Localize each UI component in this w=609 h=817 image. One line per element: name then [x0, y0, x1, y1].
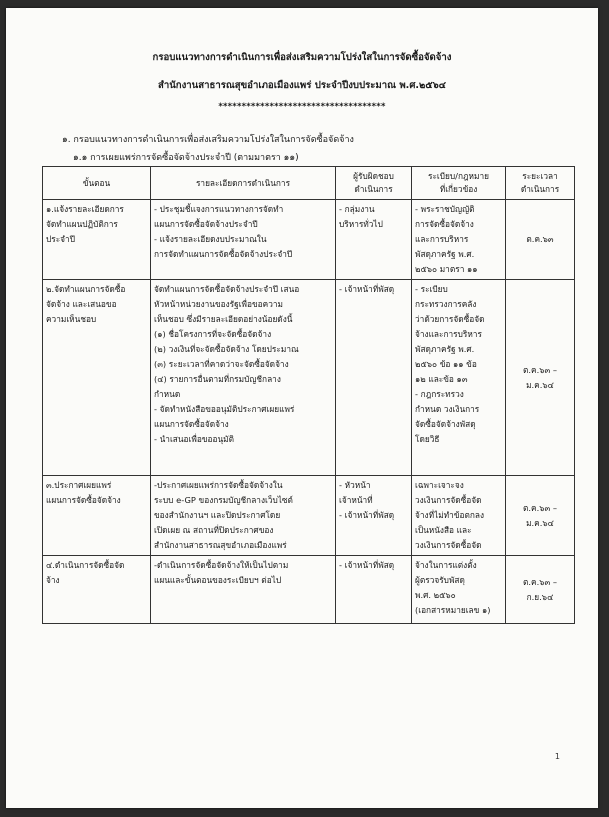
cell-text-line: -ดำเนินการจัดซื้อจัดจ้างให้เป็นไปตาม	[154, 560, 289, 570]
cell-text-line: วงเงินการจัดซื้อจัด	[415, 495, 482, 505]
table-header-row	[43, 167, 575, 200]
cell-step	[43, 280, 151, 476]
column-header-detail	[151, 167, 336, 200]
cell-responsible	[336, 200, 412, 280]
cell-text-line: พัสดุภาครัฐ พ.ศ.	[415, 249, 475, 259]
cell-text-line: (๓) ระยะเวลาที่คาดว่าจะจัดซื้อจัดจ้าง	[154, 359, 289, 369]
cell-text-line: (เอกสารหมายเลข ๑)	[415, 605, 491, 615]
cell-text-line: ม.ค.๖๔	[526, 517, 554, 528]
cell-detail	[151, 556, 336, 624]
cell-text-line: วงเงินการจัดซื้อจัด	[415, 540, 482, 550]
cell-text-line: จัดทำแผนการจัดซื้อจัดจ้างประจำปี เสนอ	[154, 284, 300, 294]
table-row	[43, 556, 575, 624]
cell-text-line: แผนการจัดซื้อจัดจ้าง	[154, 419, 229, 429]
cell-text-line: จ้างในการแต่งตั้ง	[415, 560, 477, 570]
cell-text-line: ๒๕๖๐ มาตรา ๑๑	[415, 264, 478, 274]
header-text-line: ขั้นตอน	[82, 177, 111, 188]
cell-text-line: กำหนด	[154, 389, 181, 399]
cell-text-line: ม.ค.๖๔	[526, 379, 554, 390]
cell-text-line: จัดซื้อจัดจ้างพัสดุ	[415, 419, 476, 429]
cell-text-line: - แจ้งรายละเอียดงบประมาณใน	[154, 234, 267, 244]
cell-text-line: เป็นหนังสือ และ	[415, 525, 472, 535]
column-header-regulation	[412, 167, 506, 200]
cell-period	[506, 280, 575, 476]
cell-text-line: ว่าด้วยการจัดซื้อจัด	[415, 314, 485, 324]
cell-text-line: ความเห็นชอบ	[46, 314, 97, 324]
table-row	[43, 200, 575, 280]
cell-text-line: บริหารทั่วไป	[339, 219, 383, 229]
cell-text-line: จัดจ้าง และเสนอขอ	[46, 299, 117, 309]
cell-text-line: กำหนด วงเงินการ	[415, 404, 480, 414]
cell-period	[506, 556, 575, 624]
cell-step	[43, 476, 151, 556]
cell-text-line: - นำเสนอเพื่อขออนุมัติ	[154, 434, 234, 444]
cell-text-line: ผู้ตรวจรับพัสดุ	[415, 575, 465, 585]
section-heading: ๑. กรอบแนวทางการดำเนินการเพื่อส่งเสริมความโปร่งใสในการจัดซื้อจัดจ้าง	[62, 135, 354, 145]
cell-text-line: ต.ค.๖๓	[526, 234, 554, 244]
cell-responsible	[336, 280, 412, 476]
cell-text-line: เจ้าหน้าที่	[339, 495, 373, 505]
cell-text-line: สำนักงานสาธารณสุขอำเภอเมืองแพร่	[154, 540, 287, 550]
cell-text-line: ต.ค.๖๓ –	[523, 364, 557, 375]
subsection-heading: ๑.๑ การเผยแพร่การจัดซื้อจัดจ้างประจำปี (ตามมาตรา ๑๑)	[73, 153, 299, 163]
procurement-table	[42, 166, 575, 624]
cell-text-line: การจัดทำแผนการจัดซื้อจัดจ้างประจำปี	[154, 249, 293, 259]
cell-text-line: ของสำนักงานฯ และปิดประกาศโดย	[154, 510, 281, 520]
header-text-line: ที่เกี่ยวข้อง	[439, 184, 478, 194]
cell-text-line: - พระราชบัญญัติ	[415, 204, 475, 214]
cell-text-line: - จัดทำหนังสือขออนุมัติประกาศเผยแพร่	[154, 404, 295, 414]
cell-text-line: ก.ย.๖๔	[526, 591, 554, 602]
cell-text-line: ประจำปี	[46, 234, 75, 244]
cell-text-line: (๑) ชื่อโครงการที่จะจัดซื้อจัดจ้าง	[154, 329, 272, 339]
cell-text-line: แผนการจัดซื้อจัดจ้าง	[46, 495, 121, 505]
cell-text-line: เฉพาะเจาะจง	[415, 480, 464, 490]
cell-text-line: พัสดุภาครัฐ พ.ศ.	[415, 344, 475, 354]
document-title: กรอบแนวทางการดำเนินการเพื่อส่งเสริมความโปร่งใสในการจัดซื้อจัดจ้าง	[152, 52, 452, 63]
cell-step	[43, 200, 151, 280]
cell-text-line: แผนและขั้นตอนของระเบียบฯ ต่อไป	[154, 575, 282, 585]
cell-text-line: ๔.ดำเนินการจัดซื้อจัด	[46, 560, 125, 570]
cell-text-line: พ.ศ. ๒๕๖๐	[415, 590, 456, 600]
cell-text-line: -ประกาศเผยแพร่การจัดซื้อจัดจ้างใน	[154, 480, 283, 490]
document-page	[6, 8, 598, 808]
cell-text-line: กระทรวงการคลัง	[415, 299, 477, 309]
cell-text-line: - กลุ่มงาน	[339, 204, 375, 214]
document-subtitle: สำนักงานสาธารณสุขอำเภอเมืองแพร่ ประจำปีงบประมาณ พ.ศ.๒๕๖๔	[157, 80, 446, 91]
cell-text-line: จ้าง	[46, 575, 60, 585]
cell-step	[43, 556, 151, 624]
cell-text-line: (๔) รายการอื่นตามที่กรมบัญชีกลาง	[154, 374, 281, 384]
cell-text-line: ๑๒ และข้อ ๑๓	[415, 374, 468, 384]
cell-text-line: ระบบ e-GP ของกรมบัญชีกลางเว็บไซต์	[154, 495, 293, 505]
cell-regulation	[412, 280, 506, 476]
cell-text-line: การจัดซื้อจัดจ้าง	[415, 219, 474, 229]
cell-text-line: (๒) วงเงินที่จะจัดซื้อจัดจ้าง โดยประมาณ	[154, 344, 299, 354]
cell-text-line: โดยวิธี	[415, 434, 440, 444]
cell-text-line: ๒๕๖๐ ข้อ ๑๑ ข้อ	[415, 359, 477, 369]
cell-text-line: และการบริหาร	[415, 234, 469, 244]
cell-detail	[151, 476, 336, 556]
cell-period	[506, 200, 575, 280]
cell-responsible	[336, 556, 412, 624]
cell-text-line: จัดทำแผนปฏิบัติการ	[46, 219, 118, 229]
cell-text-line: ๑.แจ้งรายละเอียดการ	[46, 204, 124, 214]
cell-text-line: หัวหน้าหน่วยงานของรัฐเพื่อขอความ	[154, 299, 283, 309]
asterisk-divider: ************************************	[218, 102, 386, 112]
header-text-line: รายละเอียดการดำเนินการ	[195, 177, 291, 188]
cell-responsible	[336, 476, 412, 556]
cell-text-line: ๓.ประกาศเผยแพร่	[46, 480, 112, 490]
cell-text-line: - หัวหน้า	[339, 480, 371, 490]
cell-period	[506, 476, 575, 556]
cell-regulation	[412, 476, 506, 556]
column-header-responsible	[336, 167, 412, 200]
header-text-line: ระยะเวลา	[522, 171, 558, 181]
cell-text-line: แผนการจัดซื้อจัดจ้างประจำปี	[154, 219, 258, 229]
cell-text-line: - ระเบียบ	[415, 284, 448, 294]
cell-text-line: ต.ค.๖๓ –	[523, 502, 557, 513]
column-header-period	[506, 167, 575, 200]
cell-text-line: ๒.จัดทำแผนการจัดซื้อ	[46, 284, 126, 294]
cell-text-line: จ้างที่ไม่ทำข้อตกลง	[415, 510, 485, 520]
cell-text-line: - เจ้าหน้าที่พัสดุ	[339, 284, 395, 294]
header-text-line: ดำเนินการ	[354, 184, 393, 194]
header-text-line: ระเบียบ/กฎหมาย	[428, 171, 489, 181]
cell-text-line: - กฎกระทรวง	[415, 389, 464, 399]
header-text-line: ผู้รับผิดชอบ	[353, 171, 394, 181]
table-row	[43, 476, 575, 556]
column-header-step	[43, 167, 151, 200]
page-number: 1	[554, 752, 560, 761]
table-row	[43, 280, 575, 476]
cell-text-line: - เจ้าหน้าที่พัสดุ	[339, 560, 395, 570]
cell-text-line: - เจ้าหน้าที่พัสดุ	[339, 510, 395, 520]
cell-text-line: เห็นชอบ ซึ่งมีรายละเอียดอย่างน้อยดังนี้	[154, 314, 293, 324]
cell-detail	[151, 280, 336, 476]
cell-regulation	[412, 556, 506, 624]
cell-text-line: - ประชุมชี้แจงการแนวทางการจัดทำ	[154, 204, 284, 214]
cell-detail	[151, 200, 336, 280]
cell-text-line: เปิดเผย ณ สถานที่ปิดประกาศของ	[154, 525, 274, 535]
cell-text-line: ต.ค.๖๓ –	[523, 576, 557, 587]
header-text-line: ดำเนินการ	[520, 184, 560, 194]
cell-text-line: จ้างและการบริหาร	[415, 329, 482, 339]
cell-regulation	[412, 200, 506, 280]
